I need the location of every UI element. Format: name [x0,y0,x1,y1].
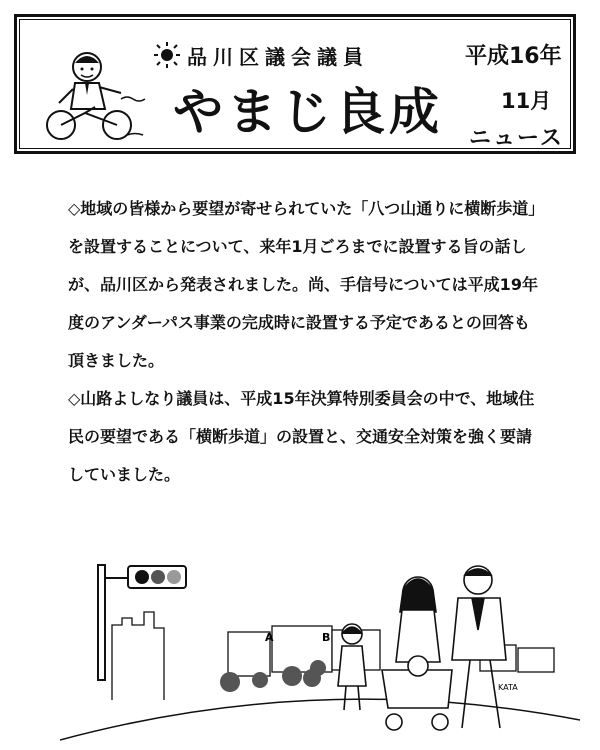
issue-month: 11月 [501,89,552,113]
paragraph-crosswalk-announcement: ◇地域の皆様から要望が寄せられていた「八つ山通りに横断歩道」を設置することについて、来年1月ごろまでに設置する旨の話しが、品川区から発表されました。尚、手信号については平成19年度のアンダーパス事業の完成時に設置する予定であるとの回答も頂きました。 [68,199,538,370]
cyclist-mascot-illustration [35,43,155,143]
artist-signature: KATA [498,683,518,692]
street-scene-illustration [60,550,580,745]
newsletter-label: ニュース [469,126,564,151]
issue-year: 平成16年 [465,44,562,69]
council-member-name: やまじ良成 [173,83,443,141]
paragraph-committee-request: ◇山路よしなり議員は、平成15年決算特別委員会の中で、地域住民の要望である「横断歩道」の設置と、交通安全対策を強く要請していました。 [68,389,535,484]
sun-icon [153,41,181,69]
article-body [68,190,538,494]
newsletter-header [14,14,576,154]
building-sign-b: B [322,631,331,644]
building-sign-a: A [265,631,274,644]
affiliation-title: 品川区議会議員 [187,45,369,69]
traffic-light-icon [98,565,186,680]
